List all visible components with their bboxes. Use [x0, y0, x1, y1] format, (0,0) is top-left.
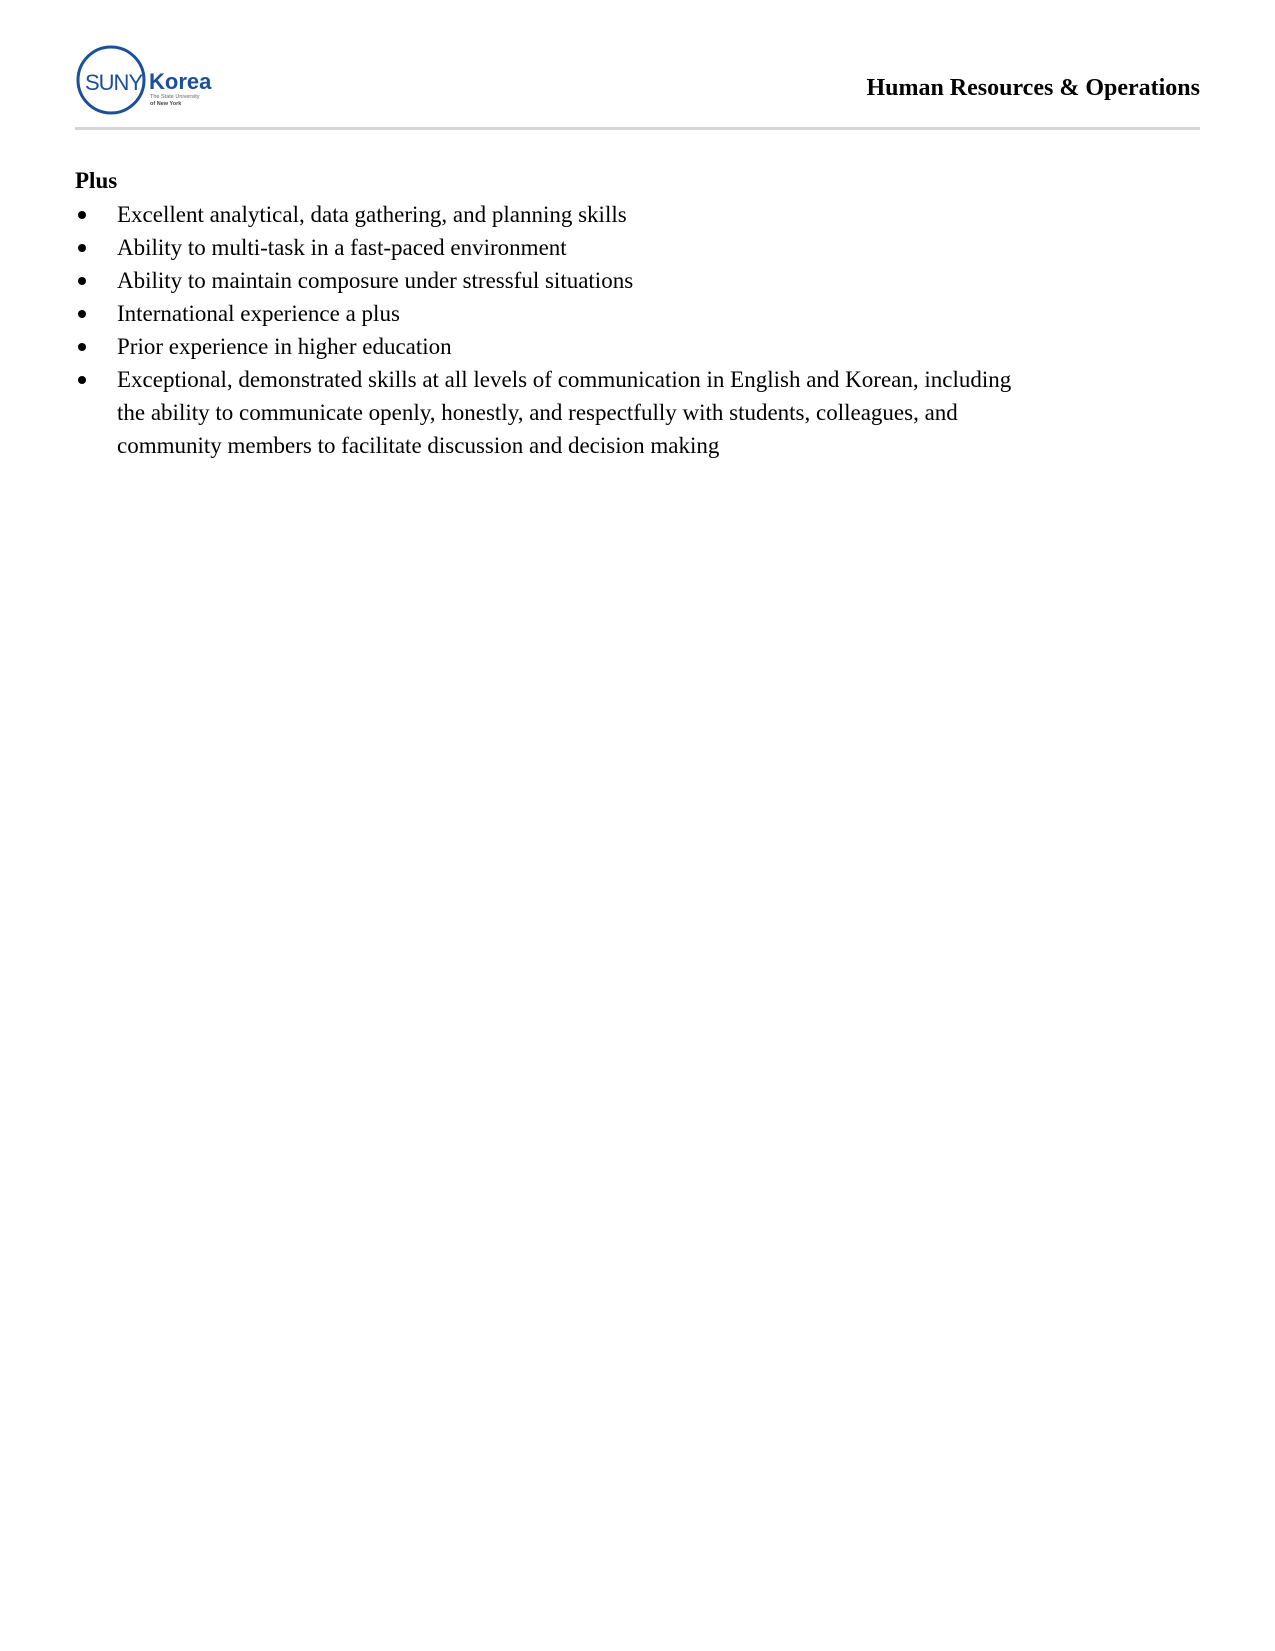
- department-title: Human Resources & Operations: [866, 75, 1200, 101]
- list-item-text: Excellent analytical, data gathering, and planning skills: [117, 202, 627, 227]
- list-item-text: Ability to maintain composure under stressful situations: [117, 268, 634, 293]
- bullet-icon: [78, 244, 86, 252]
- svg-text:SUNY: SUNY: [85, 70, 143, 95]
- page-header: [75, 40, 1200, 120]
- list-item-text: Ability to multi-task in a fast-paced environment: [117, 235, 567, 260]
- bullet-icon: [78, 277, 86, 285]
- list-item: [75, 264, 1037, 297]
- bullet-icon: [78, 376, 86, 384]
- bullet-icon: [78, 343, 86, 351]
- list-item: [75, 297, 1037, 330]
- list-item: [75, 330, 1037, 363]
- bullet-icon: [78, 211, 86, 219]
- svg-text:Korea: Korea: [149, 69, 212, 94]
- svg-text:The State University: The State University: [150, 94, 200, 100]
- svg-text:of New York: of New York: [150, 101, 182, 107]
- main-content: [75, 166, 1125, 462]
- list-item: [75, 363, 1037, 462]
- list-item-text: Exceptional, demonstrated skills at all levels of communication in English and Korean, including the ability to communicate openly, honestly, and respectfully with students, colleagues, and community members to facilitate discussion and decision making: [117, 367, 1012, 458]
- bullet-icon: [78, 310, 86, 318]
- list-item: [75, 198, 1037, 231]
- list-item-text: International experience a plus: [117, 301, 400, 326]
- list-item-text: Prior experience in higher education: [117, 334, 452, 359]
- header-divider: [75, 127, 1200, 130]
- list-item: [75, 231, 1037, 264]
- suny-korea-logo: [75, 43, 215, 118]
- section-heading: Plus: [75, 168, 118, 193]
- qualifications-list: [75, 198, 1125, 462]
